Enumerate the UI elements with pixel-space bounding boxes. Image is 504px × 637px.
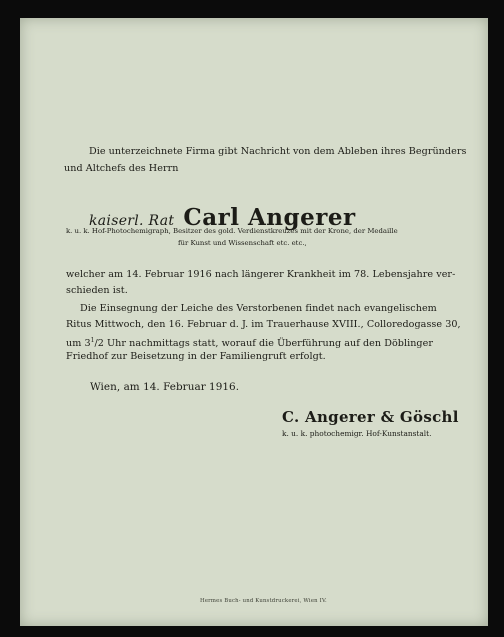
body-line-5-superscript: 1 (90, 337, 95, 344)
body-line-2: schieden ist. (66, 285, 128, 296)
body-line-5 (66, 334, 433, 351)
body-line-5-end: /2 Uhr nachmittags statt, worauf die Überführung auf den Döblinger (94, 338, 433, 350)
intro-line-2: und Altchefs des Herrn (64, 163, 179, 174)
credentials-line-1: k. u. k. Hof-Photochemigraph, Besitzer des gold. Verdienstkreuzes mit der Krone, der Medaille (66, 227, 398, 235)
firm-subtitle: k. u. k. photochemigr. Hof-Kunstanstalt. (282, 429, 432, 438)
body-line-1: welcher am 14. Februar 1916 nach längerer Krankheit im 78. Lebensjahre ver- (66, 269, 456, 280)
deceased-name: Carl Angerer (183, 204, 356, 231)
firm-name: C. Angerer & Göschl (282, 408, 459, 426)
credentials-line-2: für Kunst und Wissenschaft etc. etc., (178, 239, 307, 247)
date-line: Wien, am 14. Februar 1916. (90, 381, 240, 393)
name-prefix: kaiserl. Rat (89, 213, 175, 229)
notice-sheet (20, 18, 488, 626)
body-line-3: Die Einsegnung der Leiche des Verstorbenen findet nach evangelischem (80, 303, 437, 314)
printer-imprint: Hermes Buch- und Kunstdruckerei, Wien IV. (200, 598, 327, 604)
body-line-5-start: um 3 (66, 338, 91, 350)
body-line-6: Friedhof zur Beisetzung in der Familiengruft erfolgt. (66, 351, 326, 362)
body-line-4: Ritus Mittwoch, den 16. Februar d. J. im Trauerhause XVIII., Colloredogasse 30, (66, 319, 461, 330)
intro-line-1: Die unterzeichnete Firma gibt Nachricht von dem Ableben ihres Begründers (89, 146, 467, 157)
